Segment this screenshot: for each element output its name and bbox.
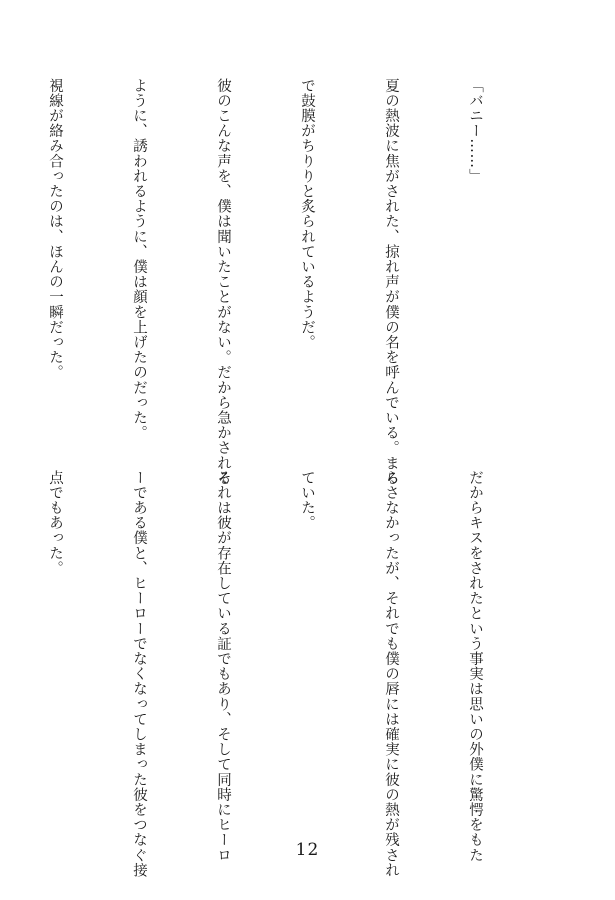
text-line: 彼のこんな声を、僕は聞いたことがない。だから急かされる [215, 78, 231, 486]
text-line: 夏の熱波に焦がされた、掠れ声が僕の名を呼んでいる。まる [383, 78, 399, 486]
text-line: それは彼が存在している証でもあり、そして同時にヒーロ [215, 470, 231, 863]
page-number: 12 [295, 840, 320, 860]
text-line: 「バニー……」 [467, 78, 483, 184]
text-line: ように、誘われるように、僕は顔を上げたのだった。 [131, 78, 147, 441]
upper-text-block [0, 78, 545, 486]
text-line: だからキスをされたという事実は思いの外僕に驚愕をもた [467, 470, 483, 863]
text-line: らさなかったが、それでも僕の唇には確実に彼の熱が残され [383, 470, 399, 878]
text-line: で鼓膜がちりりと炙られているようだ。 [299, 78, 315, 350]
text-line: 点でもあった。 [47, 470, 63, 576]
text-line: ていた。 [299, 470, 315, 531]
text-line: ーである僕と、ヒーローでなくなってしまった彼をつなぐ接 [131, 470, 147, 878]
text-line: 視線が絡み合ったのは、ほんの一瞬だった。 [47, 78, 63, 380]
